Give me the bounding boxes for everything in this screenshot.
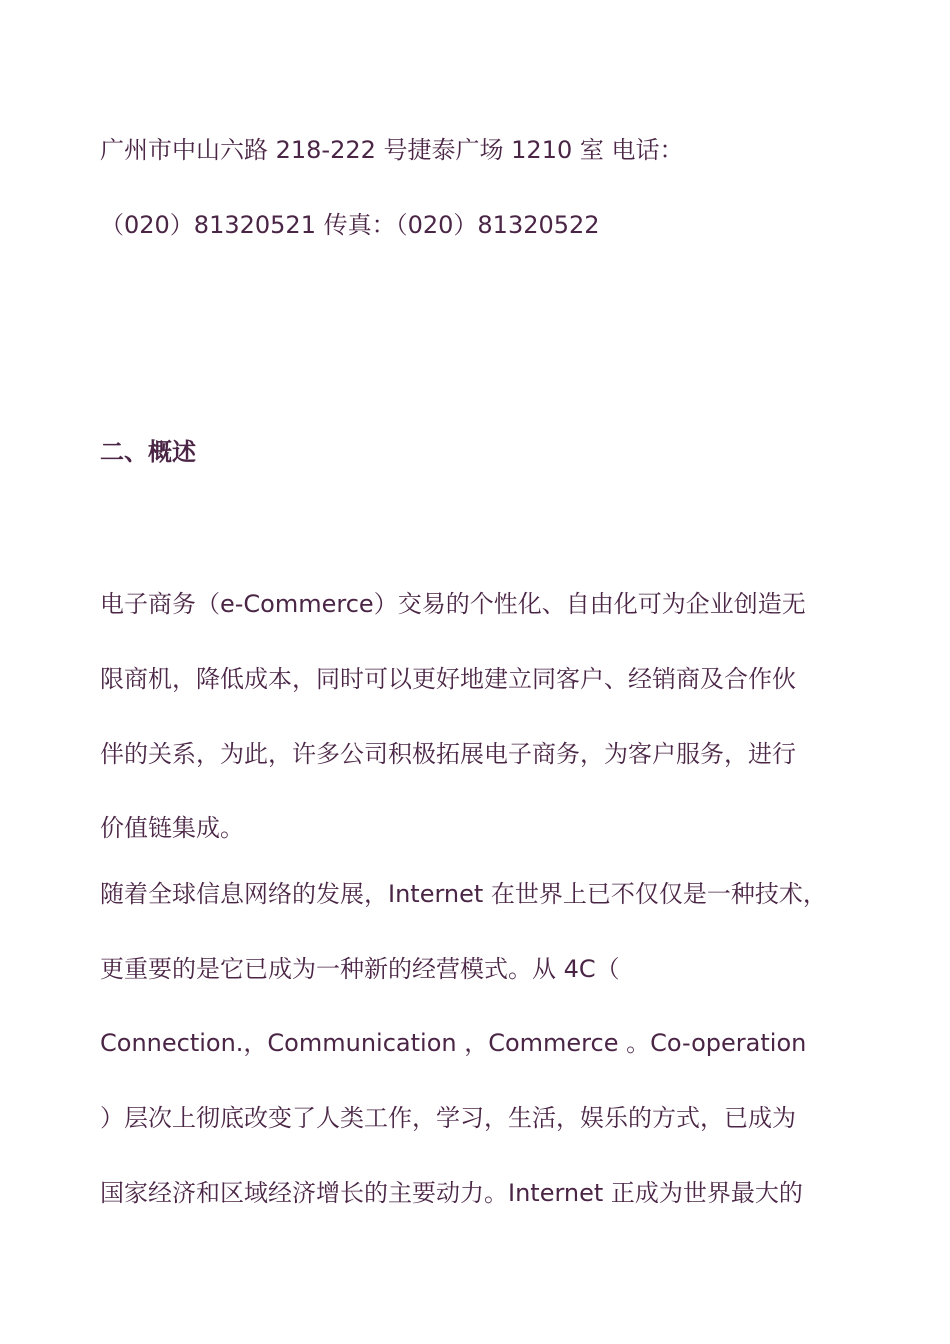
paragraph-line: 价值链集成。 [100, 814, 244, 842]
paragraph-line: 随着全球信息网络的发展，Internet 在世界上已不仅仅是一种技术， [100, 880, 827, 908]
paragraph-line: 国家经济和区域经济增长的主要动力。Internet 正成为世界最大的 [100, 1179, 803, 1207]
contact-address-line: 广州市中山六路 218-222 号捷泰广场 1210 室 电话： [100, 136, 684, 164]
paragraph-line: 限商机，降低成本，同时可以更好地建立同客户、经销商及合作伙 [100, 665, 796, 693]
section-heading: 二、概述 [100, 438, 196, 466]
contact-phone-fax-line: （020）81320521 传真：（020）81320522 [100, 211, 600, 239]
paragraph-line: 更重要的是它已成为一种新的经营模式。从 4C（ [100, 955, 620, 983]
paragraph-line: Connection.，Communication ，Commerce 。Co-operation [100, 1029, 807, 1057]
paragraph-line: 伴的关系，为此，许多公司积极拓展电子商务，为客户服务，进行 [100, 740, 796, 768]
paragraph-line: ）层次上彻底改变了人类工作，学习，生活，娱乐的方式，已成为 [100, 1104, 796, 1132]
paragraph-line: 电子商务（e-Commerce）交易的个性化、自由化可为企业创造无 [100, 590, 806, 618]
